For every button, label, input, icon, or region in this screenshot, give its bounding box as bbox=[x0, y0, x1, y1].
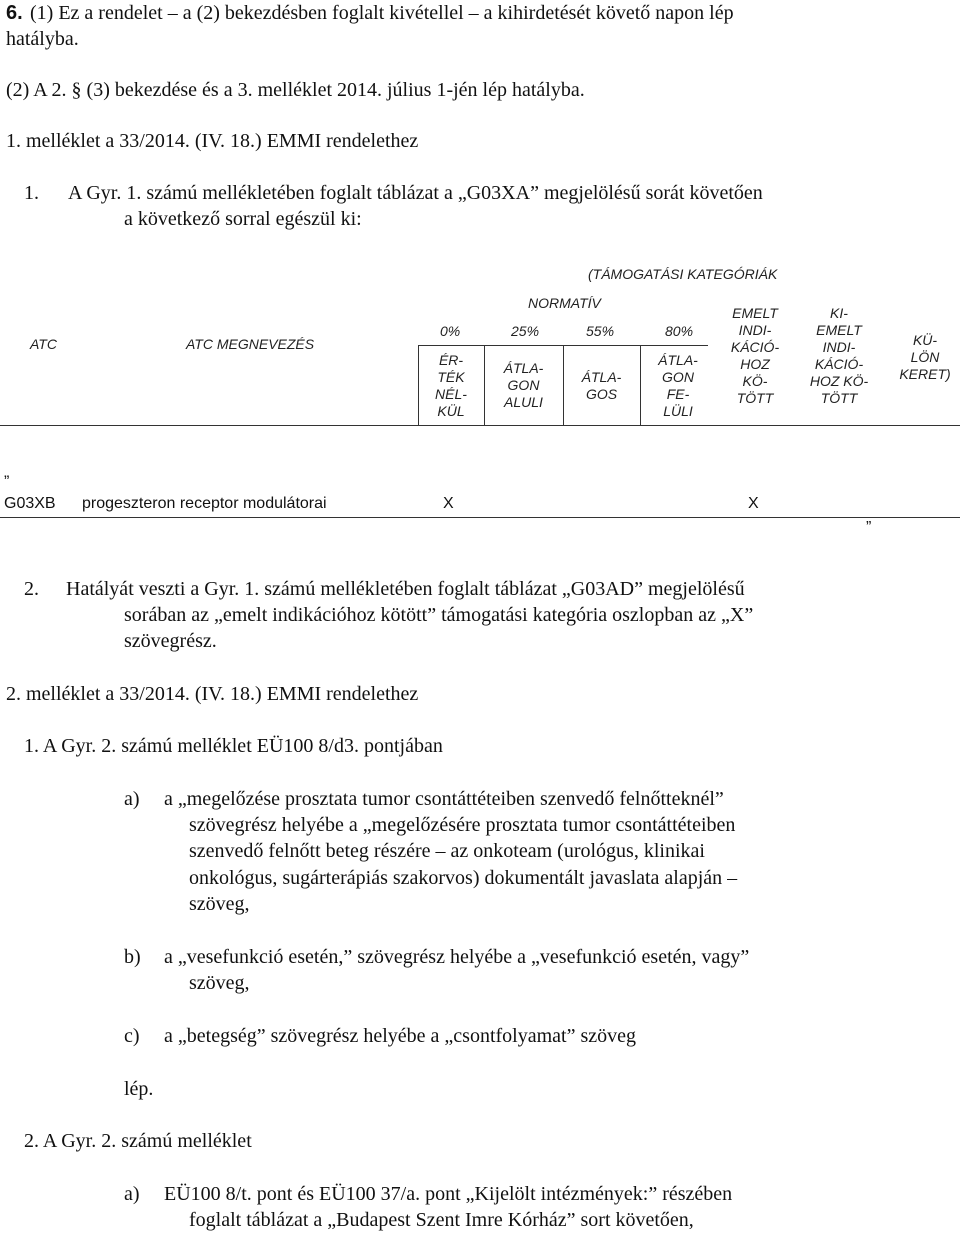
item-2-line-1: Hatályát veszti a Gyr. 1. számú mellékletében foglalt táblázat „G03AD” megjelölésű bbox=[66, 578, 745, 600]
annex-1-title: 1. melléklet a 33/2014. (IV. 18.) EMMI rendelethez bbox=[6, 130, 419, 152]
point-a2-line-2: foglalt táblázat a „Budapest Szent Imre Kórház” sort követően, bbox=[189, 1209, 694, 1231]
point-b-line-2: szöveg, bbox=[189, 972, 250, 994]
paragraph-6-line-2: hatályba. bbox=[6, 28, 79, 50]
pct-80: 80% bbox=[665, 323, 694, 339]
paragraph-6-line-1: (1) Ez a rendelet – a (2) bekezdésben foglalt kivétellel – a kihirdetését követő napon lép bbox=[30, 2, 734, 24]
pct-55: 55% bbox=[586, 323, 615, 339]
row-atc-code: G03XB bbox=[4, 495, 56, 512]
header-emelt: EMELT INDI- KÁCIÓ- HOZ KÖ- TÖTT bbox=[730, 305, 780, 406]
row-mark-emelt: X bbox=[748, 495, 759, 512]
row-bottom-line bbox=[0, 517, 960, 518]
pct-25: 25% bbox=[511, 323, 540, 339]
normativ-header: NORMATÍV bbox=[528, 295, 601, 311]
item-2-line-3: szövegrész. bbox=[124, 630, 217, 652]
paragraph-6-2: (2) A 2. § (3) bekezdése és a 3. melléklet 2014. július 1-jén lép hatályba. bbox=[6, 79, 585, 101]
row-atc-name: progeszteron receptor modulátorai bbox=[82, 495, 327, 512]
header-kulon: KÜ- LÖN KERET) bbox=[899, 332, 951, 382]
sub-header-25: ÁTLA- GON ALULI bbox=[503, 360, 544, 410]
point-a-label: a) bbox=[124, 788, 140, 810]
pct-0: 0% bbox=[440, 323, 461, 339]
point-b-label: b) bbox=[124, 946, 141, 968]
column-atc: ATC bbox=[30, 336, 57, 352]
item-1-number: 1. bbox=[24, 182, 39, 204]
item-1-line-2: a következő sorral egészül ki: bbox=[124, 208, 362, 230]
point-a2-label: a) bbox=[124, 1183, 140, 1205]
point-c-line: a „betegség” szövegrész helyébe a „csontfolyamat” szöveg bbox=[164, 1025, 636, 1047]
table-header-group: (TÁMOGATÁSI KATEGÓRIÁK bbox=[588, 266, 778, 282]
table-header-bottom bbox=[0, 425, 960, 426]
point-c-label: c) bbox=[124, 1025, 140, 1047]
point-a-line-4: onkológus, sugárterápiás szakorvos) dokumentált javaslata alapján – bbox=[189, 867, 738, 889]
sub-header-0: ÉR- TÉK NÉL- KÜL bbox=[435, 352, 467, 419]
paragraph-number: 6. bbox=[6, 2, 23, 24]
point-a-line-1: a „megelőzése prosztata tumor csontáttéteiben szenvedő felnőtteknél” bbox=[164, 788, 724, 810]
item-2-line-2: sorában az „emelt indikációhoz kötött” támogatási kategória oszlopban az „X” bbox=[124, 604, 754, 626]
annex-2-item-2: 2. A Gyr. 2. számú melléklet bbox=[24, 1130, 252, 1152]
annex-2-title: 2. melléklet a 33/2014. (IV. 18.) EMMI rendelethez bbox=[6, 683, 419, 705]
point-a-line-5: szöveg, bbox=[189, 893, 250, 915]
sub-header-80: ÁTLA- GON FE- LÜLI bbox=[658, 352, 698, 419]
point-a-line-3: szenvedő felnőtt beteg részére – az onkoteam (urológus, klinikai bbox=[189, 840, 705, 862]
lep-text: lép. bbox=[124, 1078, 154, 1100]
close-quote: ” bbox=[866, 519, 872, 536]
item-2-number: 2. bbox=[24, 578, 39, 600]
item-1-line-1: A Gyr. 1. számú mellékletében foglalt táblázat a „G03XA” megjelölésű sorát követően bbox=[68, 182, 763, 204]
point-a2-line-1: EÜ100 8/t. pont és EÜ100 37/a. pont „Kijelölt intézmények:” részében bbox=[164, 1183, 733, 1205]
point-a-line-2: szövegrész helyébe a „megelőzésére prosztata tumor csontáttéteiben bbox=[189, 814, 736, 836]
sub-header-55: ÁTLA- GOS bbox=[581, 369, 622, 402]
column-atc-name: ATC MEGNEVEZÉS bbox=[186, 336, 315, 352]
row-mark-0pct: X bbox=[443, 495, 454, 512]
header-kiemelt: KI- EMELT INDI- KÁCIÓ- HOZ KÖ- TÖTT bbox=[809, 305, 869, 406]
annex-2-item-1: 1. A Gyr. 2. számú melléklet EÜ100 8/d3. pontjában bbox=[24, 735, 443, 757]
point-b-line-1: a „vesefunkció esetén,” szövegrész helyébe a „vesefunkció esetén, vagy” bbox=[164, 946, 750, 968]
open-quote: „ bbox=[4, 464, 10, 481]
